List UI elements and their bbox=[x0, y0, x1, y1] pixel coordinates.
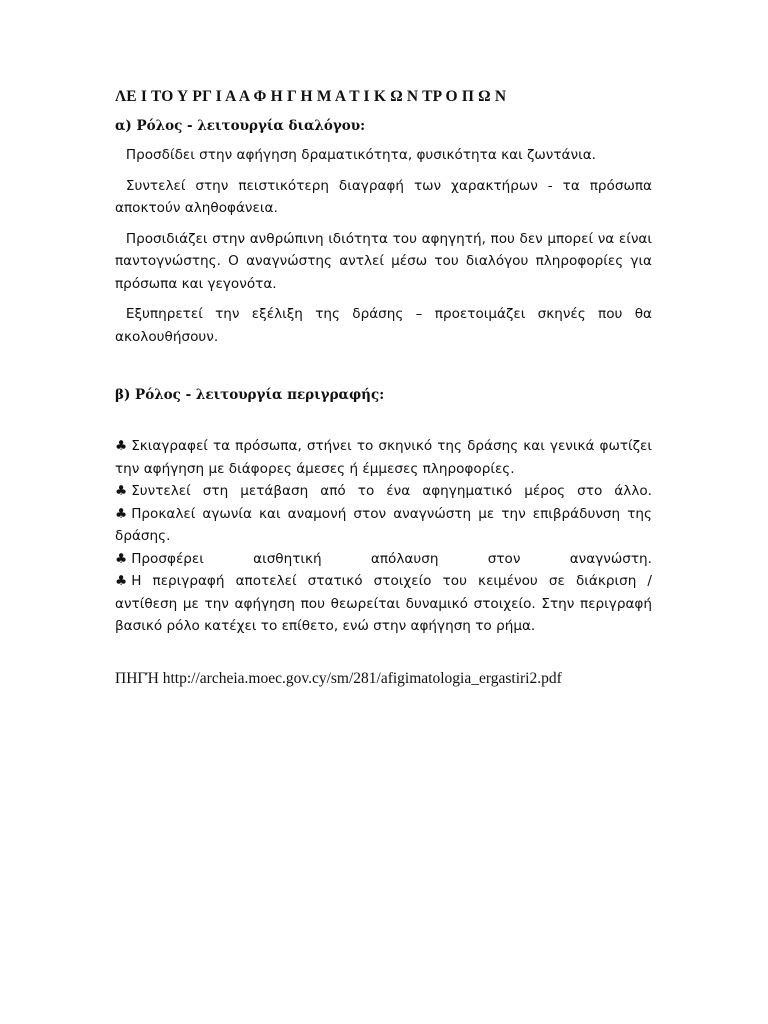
section-b-heading: β) Ρόλος - λειτουργία περιγραφής: bbox=[115, 387, 385, 403]
list-item bbox=[115, 570, 652, 638]
club-bullet-icon: ♣ bbox=[115, 483, 128, 499]
section-b-bullet-list bbox=[115, 435, 652, 638]
list-item-text: Η περιγραφή αποτελεί στατικό στοιχείο του κειμένου σε διάκριση /αντίθεση με την αφήγηση που θεωρείται δυναμικό στοιχείο. Στην περιγραφή βασικό ρόλο κατέχει το επίθετο, ενώ στην αφήγηση το ρήμα. bbox=[115, 573, 652, 634]
section-a-paragraph: Προσδίδει στην αφήγηση δραματικότητα, φυσικότητα και ζωντάνια. bbox=[125, 147, 596, 163]
club-bullet-icon: ♣ bbox=[115, 550, 128, 567]
list-item-text: Προσφέρει αισθητική απόλαυση στον αναγνώστη. bbox=[131, 550, 652, 567]
list-item-text: Σκιαγραφεί τα πρόσωπα, στήνει το σκηνικό της δράσης και γενικά φωτίζει την αφήγηση με διάφορες άμεσες ή έμμεσες πληροφορίες. bbox=[115, 438, 652, 477]
document-title: ΛΕ Ι ΤΟ Υ ΡΓ Ι Α Α Φ Η Γ Η Μ Α Τ Ι Κ Ω Ν ΤΡ Ο Π Ω Ν bbox=[115, 88, 507, 105]
list-item bbox=[115, 503, 652, 548]
list-item bbox=[115, 548, 652, 571]
section-a-paragraph: Προσιδιάζει στην ανθρώπινη ιδιότητα του αφηγητή, που δεν μπορεί να είναι παντογνώστης. Ο αναγνώστης αντλεί μέσω του διαλόγου πληροφορίες για πρόσωπα και γεγονότα. bbox=[115, 230, 652, 292]
section-a-paragraph: Συντελεί στην πειστικότερη διαγραφή των χαρακτήρων - τα πρόσωπα αποκτούν αληθοφάνεια. bbox=[115, 177, 652, 216]
list-item bbox=[115, 435, 652, 480]
list-item-text: Προκαλεί αγωνία και αναμονή στον αναγνώστη με την επιβράδυνση της δράσης. bbox=[115, 505, 652, 544]
club-bullet-icon: ♣ bbox=[115, 438, 128, 454]
document-page bbox=[115, 86, 652, 705]
source-citation: ΠΗΓΉ http://archeia.moec.gov.cy/sm/281/afigimatologia_ergastiri2.pdf bbox=[115, 669, 562, 687]
section-a-heading: α) Ρόλος - λειτουργία διαλόγου: bbox=[115, 118, 366, 134]
list-item bbox=[115, 480, 652, 503]
club-bullet-icon: ♣ bbox=[115, 573, 128, 589]
club-bullet-icon: ♣ bbox=[115, 505, 128, 522]
list-item-text: Συντελεί στη μετάβαση από το ένα αφηγηματικό μέρος στο άλλο. bbox=[131, 483, 652, 499]
section-a-paragraph: Εξυπηρετεί την εξέλιξη της δράσης – προετοιμάζει σκηνές που θα ακολουθήσουν. bbox=[115, 306, 652, 345]
